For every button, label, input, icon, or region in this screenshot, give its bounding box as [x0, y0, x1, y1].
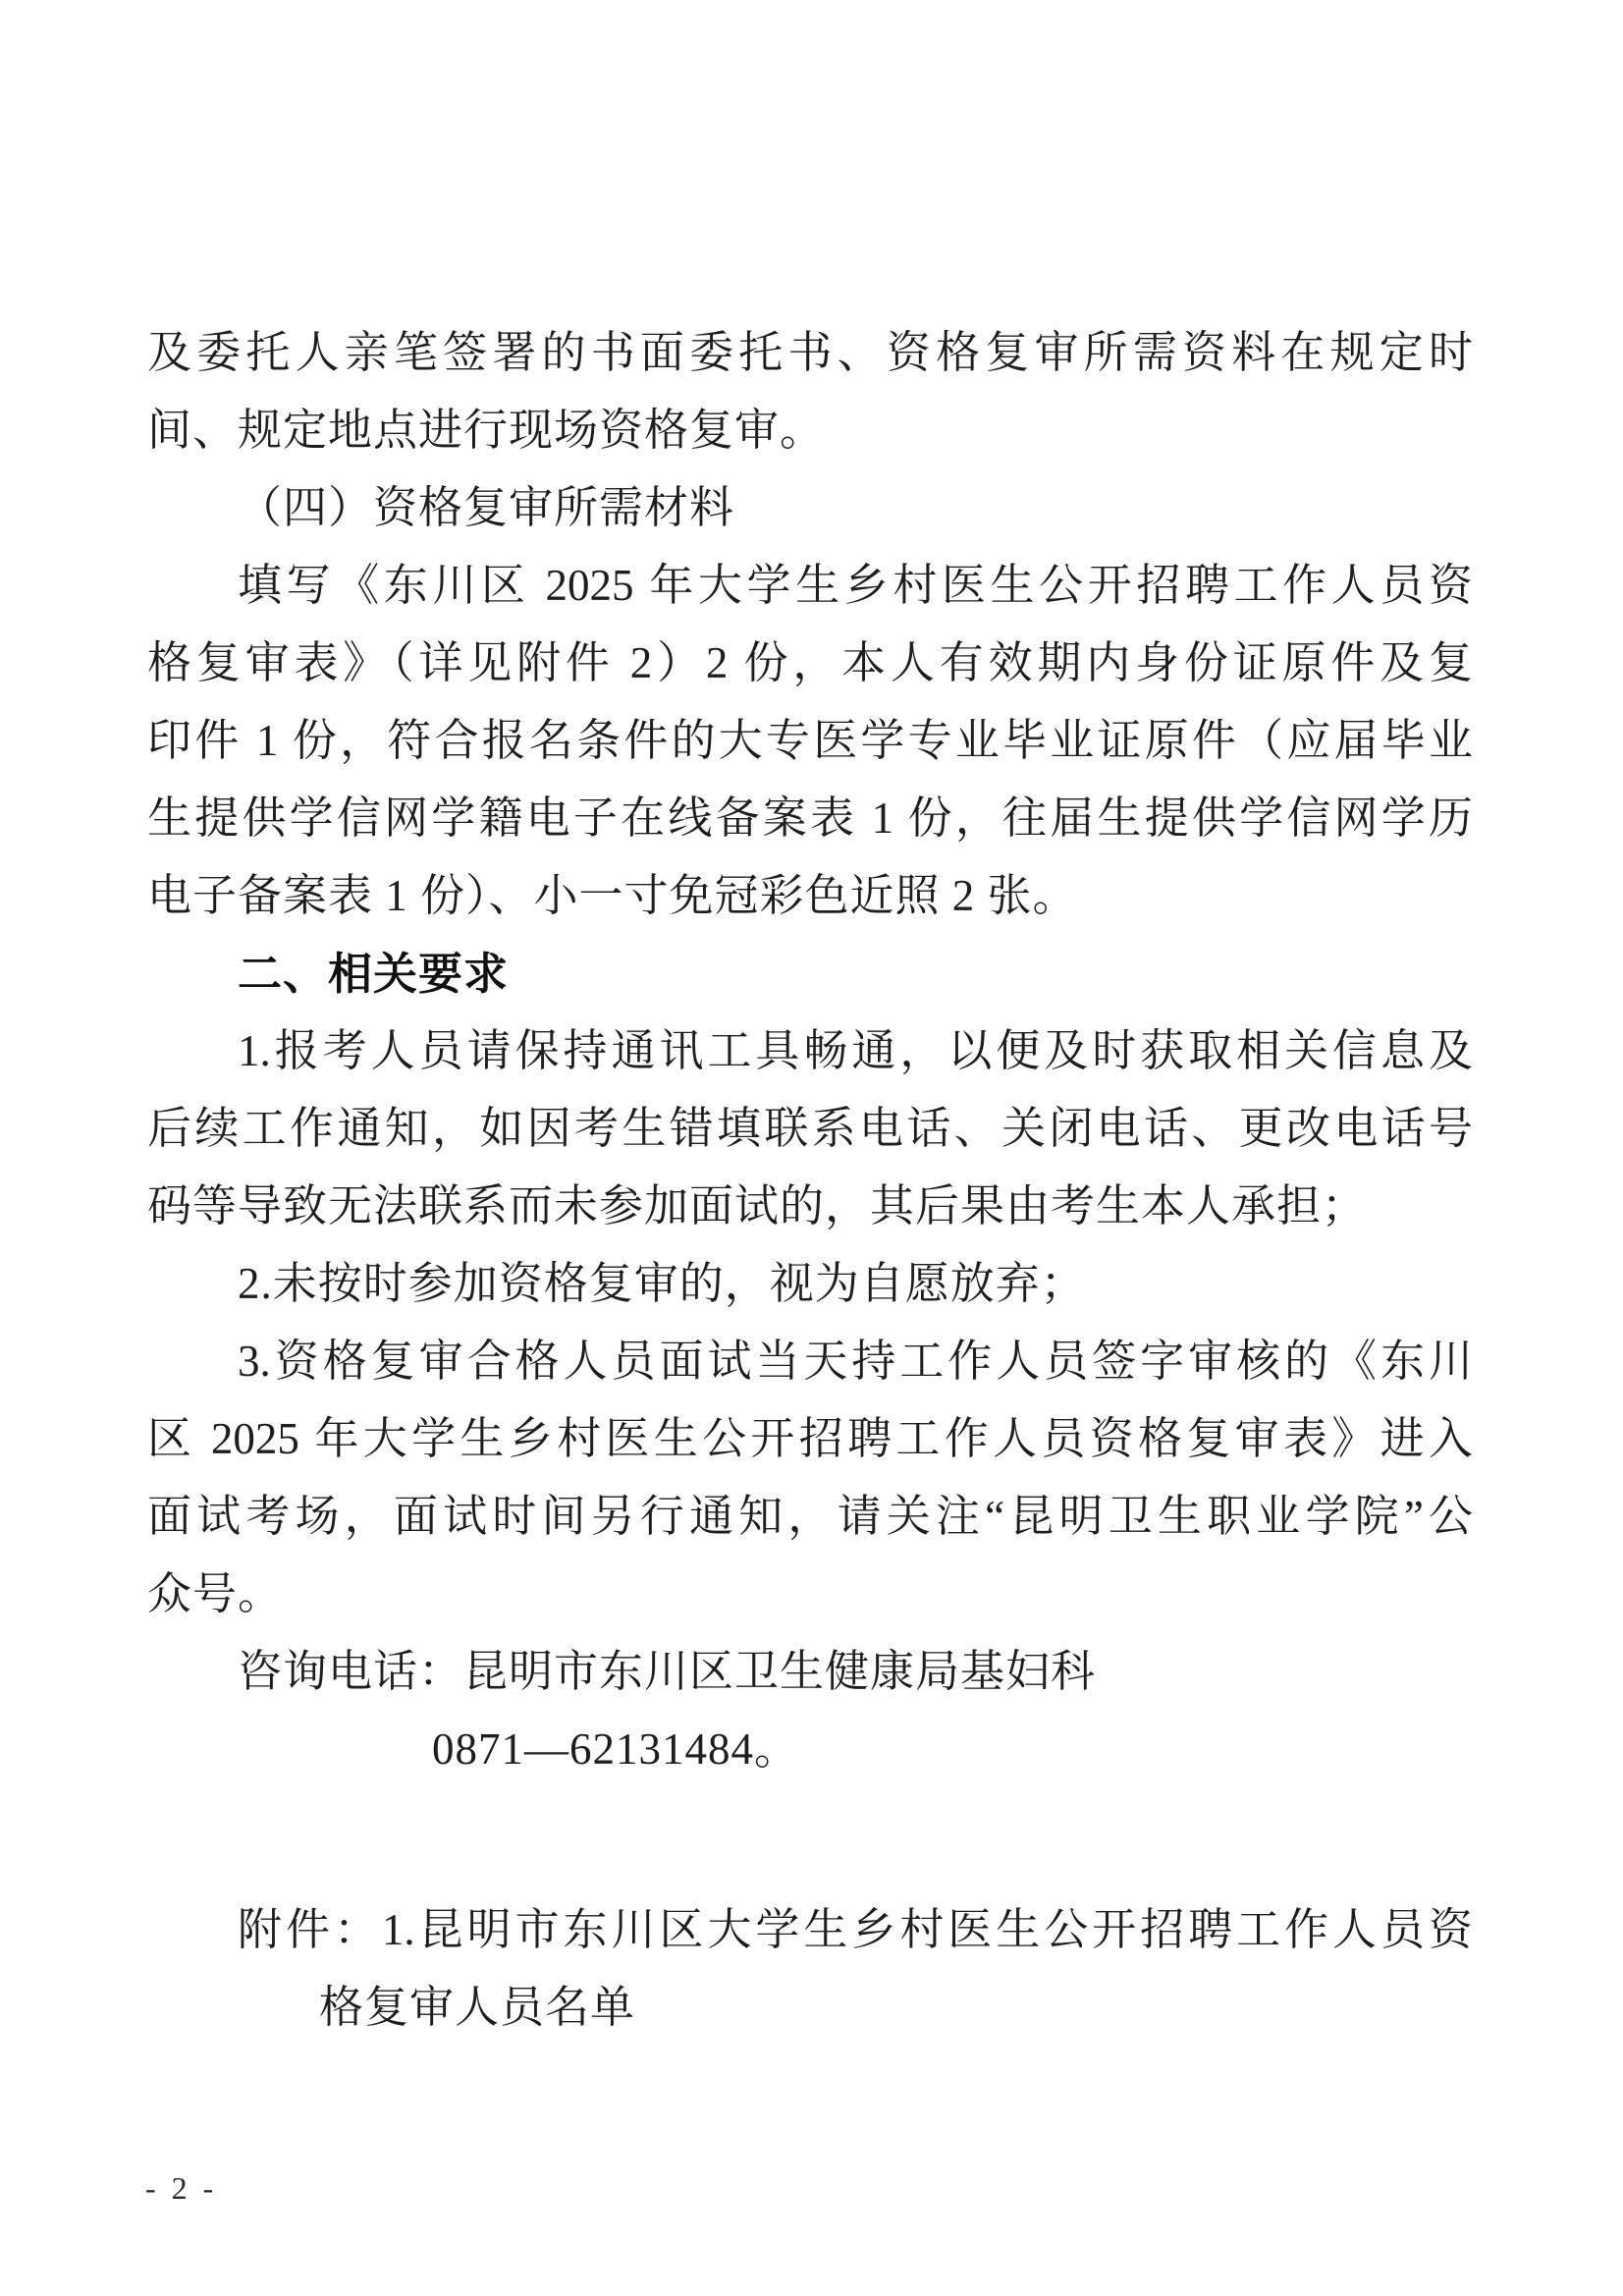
- text-line-19: 0871—62131484。: [432, 1724, 800, 1774]
- text-line-14: 3.资格复审合格人员面试当天持工作人员签字审核的《东川: [238, 1337, 1473, 1386]
- page-number: - 2 -: [145, 2170, 218, 2206]
- text-line-18: 咨询电话：昆明市东川区卫生健康局基妇科: [238, 1647, 1097, 1696]
- text-line-3: （四）资格复审所需材料: [238, 483, 735, 532]
- text-line-7: 生提供学信网学籍电子在线备案表 1 份，往届生提供学信网学历: [147, 793, 1473, 843]
- text-line-12: 码等导致无法联系而未参加面试的，其后果由考生本人承担；: [147, 1181, 1368, 1230]
- text-line-5: 格复审表》（详见附件 2）2 份，本人有效期内身份证原件及复: [147, 638, 1473, 687]
- document-body: [147, 314, 1473, 2047]
- text-line-8: 电子备案表 1 份）、小一寸免冠彩色近照 2 张。: [147, 871, 1078, 920]
- text-line-10: 1.报考人员请保持通讯工具畅通，以便及时获取相关信息及: [238, 1026, 1473, 1075]
- text-line-11: 后续工作通知，如因考生错填联系电话、关闭电话、更改电话号: [147, 1104, 1473, 1153]
- text-line-17: 众号。: [147, 1569, 284, 1618]
- text-line-2: 间、规定地点进行现场资格复审。: [147, 406, 826, 455]
- text-line-16: 面试考场，面试时间另行通知，请关注“昆明卫生职业学院”公: [147, 1492, 1473, 1541]
- text-line-1: 及委托人亲笔签署的书面委托书、资格复审所需资料在规定时: [147, 328, 1473, 377]
- text-line-15: 区 2025 年大学生乡村医生公开招聘工作人员资格复审表》进入: [147, 1414, 1473, 1463]
- text-line-4: 填写《东川区 2025 年大学生乡村医生公开招聘工作人员资: [238, 561, 1473, 610]
- text-line-6: 印件 1 份，符合报名条件的大专医学专业毕业证原件（应届毕业: [147, 716, 1473, 765]
- text-line-9: 二、相关要求: [238, 949, 510, 999]
- text-line-13: 2.未按时参加资格复审的，视为自愿放弃；: [238, 1259, 1086, 1308]
- text-line-20: 附件：1.昆明市东川区大学生乡村医生公开招聘工作人员资: [238, 1905, 1473, 1954]
- text-line-21: 格复审人员名单: [319, 1983, 636, 2032]
